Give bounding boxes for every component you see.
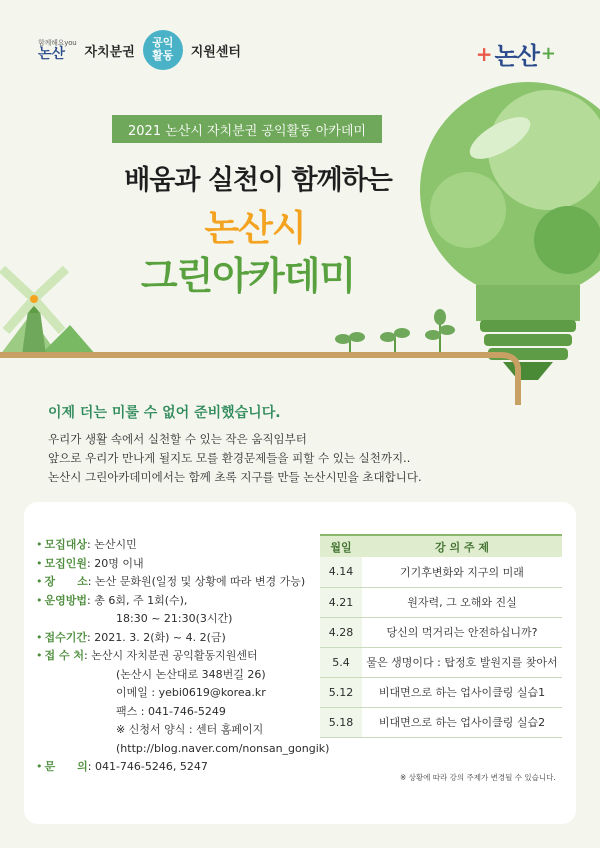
ground-line (0, 355, 518, 405)
contact-value: : 041-746-5246, 5247 (87, 760, 208, 773)
intro-line: 앞으로 우리가 만나게 될지도 모를 환경문제들을 피할 수 있는 실천까지.. (48, 451, 411, 465)
lecture-topic: 물은 생명이다 : 탑정호 발원지를 찾아서 (362, 647, 562, 677)
lecture-date: 5.4 (320, 647, 362, 677)
info-card (24, 502, 576, 824)
intro-heading: 이제 더는 미룰 수 없어 준비했습니다. (48, 405, 281, 421)
lecture-date: 5.18 (320, 707, 362, 737)
count-value: : 20명 이내 (87, 556, 144, 570)
landscape-illustration (0, 255, 600, 415)
lecture-date: 4.21 (320, 587, 362, 617)
academy-banner: 2021 논산시 자치분권 공익활동 아카데미 (112, 115, 382, 143)
place-label: 장 소 (44, 575, 88, 588)
lecture-topic: 비대면으로 하는 업사이클링 실습2 (362, 707, 562, 737)
org-name-part2: 지원센터 (190, 44, 241, 60)
badge-line1: 공익 (152, 36, 174, 50)
office-label: 접 수 처 (44, 649, 85, 662)
target-label: 모집대상 (44, 538, 88, 551)
count-label: 모집인원 (44, 556, 88, 570)
table-header-row (320, 535, 562, 557)
lecture-date: 4.14 (320, 557, 362, 587)
intro-section (48, 402, 568, 487)
info-row-count: • 모집인원 : 20명 이내 (36, 555, 326, 574)
info-row-period: • 접수기간 : 2021. 3. 2(화) ~ 4. 2(금) (36, 629, 326, 648)
lecture-topic: 비대면으로 하는 업사이클링 실습1 (362, 677, 562, 707)
org-badge (143, 30, 183, 70)
sprout-icon (335, 332, 365, 355)
center-logo (38, 30, 241, 70)
header-date: 월일 (320, 535, 362, 557)
hill-right (40, 325, 96, 355)
period-label: 접수기간 (44, 630, 88, 644)
sprout-icon (380, 328, 410, 355)
office-email: 이메일 : yebi0619@korea.kr (116, 686, 266, 699)
org-name-part1: 자치분권 (84, 44, 135, 60)
logo-plus-icon-green: + (540, 43, 556, 64)
info-row-target: • 모집대상 : 논산시민 (36, 536, 326, 555)
nonsan-small-logo (38, 40, 77, 61)
header-topic: 강 의 주 제 (362, 535, 562, 557)
table-row (320, 587, 562, 617)
office-form: ※ 신청서 양식 : 센터 홈페이지 (116, 723, 264, 736)
nonsan-city-logo (476, 36, 556, 71)
method-value: : 총 6회, 주 1회(수), (87, 593, 188, 607)
lecture-topic: 원자력, 그 오해와 진실 (362, 587, 562, 617)
lecture-date: 4.28 (320, 617, 362, 647)
recruit-info (36, 536, 330, 777)
lecture-date: 5.12 (320, 677, 362, 707)
badge-line2: 활동 (152, 49, 174, 62)
info-row-office: • 접 수 처 : 논산시 자치분권 공익활동지원센터 (36, 647, 326, 666)
table-row (320, 617, 562, 647)
table-row (320, 647, 562, 677)
lecture-topic: 당신의 먹거리는 안전하십니까? (362, 617, 562, 647)
office-url[interactable]: (http://blog.naver.com/nonsan_gongik) (116, 741, 330, 755)
contact-label: 문 의 (44, 760, 88, 773)
info-row-contact: • 문 의 : 041-746-5246, 5247 (36, 758, 326, 777)
title-line2: 논산시 (204, 208, 306, 249)
period-value: : 2021. 3. 2(화) ~ 4. 2(금) (87, 630, 226, 644)
intro-line: 논산시 그린아카데미에서는 함께 초록 지구를 만들 논산시민을 초대합니다. (48, 470, 422, 484)
table-row (320, 677, 562, 707)
lecture-topic: 기기후변화와 지구의 미래 (362, 557, 562, 587)
place-value: : 논산 문화원(일정 및 상황에 따라 변경 가능) (87, 575, 306, 588)
sprout-icon (425, 309, 455, 355)
logo-plus-icon: + (475, 41, 493, 66)
office-fax: 팩스 : 041-746-5249 (116, 704, 226, 718)
office-address: (논산시 논산대로 348번길 26) (116, 667, 266, 681)
office-value: : 논산시 자치분권 공익활동지원센터 (84, 649, 258, 662)
info-row-place: • 장 소 : 논산 문화원(일정 및 상황에 따라 변경 가능) (36, 573, 326, 592)
lecture-table (320, 534, 562, 738)
method-time: 18:30 ~ 21:30(3시간) (116, 612, 233, 625)
target-value: : 논산시민 (87, 538, 137, 551)
intro-line: 우리가 생활 속에서 실천할 수 있는 작은 움직임부터 (48, 432, 307, 446)
method-label: 운영방법 (44, 593, 88, 607)
logo-word: 논산 (38, 45, 66, 62)
topic-change-note: ※ 상황에 따라 강의 주제가 변경될 수 있습니다. (400, 773, 556, 782)
title-line1: 배움과 실천이 함께하는 (124, 165, 392, 196)
logo-tagline: 함께해요you (38, 38, 77, 47)
table-row (320, 557, 562, 587)
title-line3: 그린아카데미 (140, 254, 356, 298)
table-row (320, 707, 562, 737)
info-row-method: • 운영방법 : 총 6회, 주 1회(수), (36, 592, 326, 611)
city-logo-word: 논산 (494, 42, 539, 70)
